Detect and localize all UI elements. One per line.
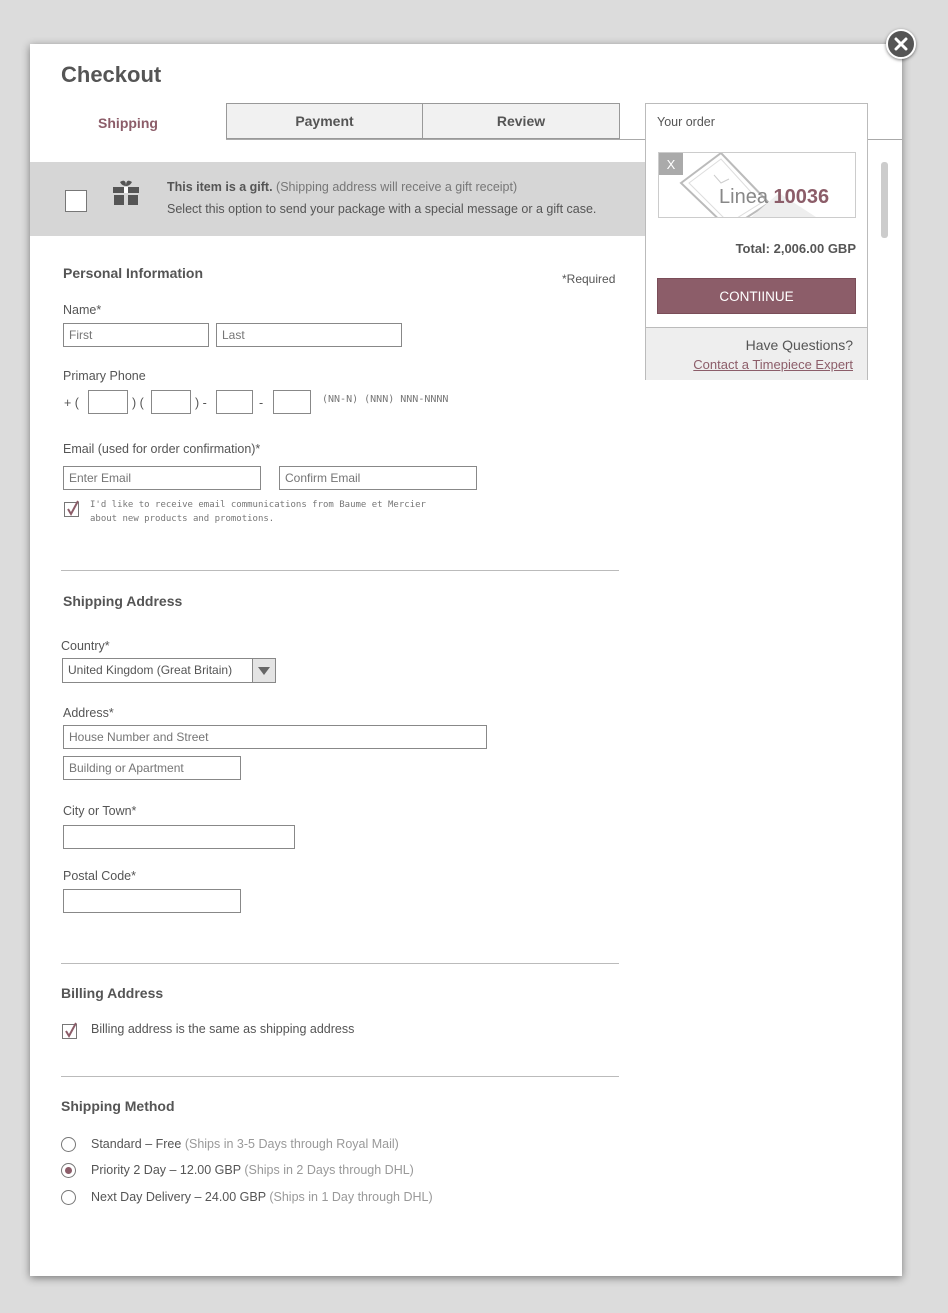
country-select[interactable] xyxy=(62,658,276,683)
shipping-method-priority-label: Priority 2 Day – 12.00 GBP (Ships in 2 Days through DHL) xyxy=(91,1163,414,1177)
confirm-email-input[interactable] xyxy=(279,466,477,490)
close-icon xyxy=(894,37,908,51)
gift-title: This item is a gift. (Shipping address will receive a gift receipt) xyxy=(167,180,518,194)
country-label: Country* xyxy=(61,639,110,653)
shipping-method-nextday-radio[interactable] xyxy=(61,1190,76,1205)
shipping-method-standard-label: Standard – Free (Ships in 3-5 Days through Royal Mail) xyxy=(91,1137,399,1151)
gift-checkbox[interactable] xyxy=(65,190,87,212)
last-name-input[interactable] xyxy=(216,323,402,347)
billing-same-checkbox[interactable] xyxy=(62,1024,77,1039)
checkout-modal xyxy=(30,44,902,1276)
checkmark-icon xyxy=(65,499,81,517)
have-questions-text: Have Questions? xyxy=(745,337,853,353)
contact-expert-link[interactable]: Contact a Timepiece Expert xyxy=(693,357,853,372)
gift-option-band xyxy=(30,162,645,236)
phone-prefix-input[interactable] xyxy=(216,390,253,414)
tab-shipping[interactable]: Shipping xyxy=(30,104,226,141)
gift-icon xyxy=(112,178,140,215)
phone-line-input[interactable] xyxy=(273,390,311,414)
first-name-input[interactable] xyxy=(63,323,209,347)
phone-sep-3: - xyxy=(259,396,264,410)
phone-country-code-input[interactable] xyxy=(88,390,128,414)
name-label: Name* xyxy=(63,303,102,317)
close-button[interactable] xyxy=(886,29,916,59)
email-optin-checkbox[interactable] xyxy=(64,502,79,517)
phone-sep-1: ) ( xyxy=(132,396,144,410)
tab-payment[interactable]: Payment xyxy=(226,103,423,139)
product-name: Linea 10036 xyxy=(719,186,830,208)
remove-item-button[interactable]: X xyxy=(659,153,683,175)
divider xyxy=(61,1076,619,1077)
order-total: Total: 2,006.00 GBP xyxy=(735,241,856,256)
shipping-method-nextday-label: Next Day Delivery – 24.00 GBP (Ships in 1 Day through DHL) xyxy=(91,1190,433,1204)
postal-code-input[interactable] xyxy=(63,889,241,913)
shipping-method-heading: Shipping Method xyxy=(61,1098,175,1114)
country-select-value: United Kingdom (Great Britain) xyxy=(68,663,233,677)
gift-description: Select this option to send your package with a special message or a gift case. xyxy=(167,202,597,216)
email-label: Email (used for order confirmation)* xyxy=(63,442,261,456)
scrollbar[interactable] xyxy=(881,162,888,238)
phone-format-hint: (NN-N) (NNN) NNN-NNNN xyxy=(322,394,449,405)
checkmark-icon xyxy=(63,1021,79,1039)
order-summary-panel xyxy=(645,103,868,380)
page-title: Checkout xyxy=(61,62,162,87)
email-optin-line1: I'd like to receive email communications from Baume et Mercier xyxy=(90,500,426,510)
your-order-heading: Your order xyxy=(657,115,715,129)
billing-same-label: Billing address is the same as shipping address xyxy=(91,1022,355,1036)
personal-info-heading: Personal Information xyxy=(63,265,204,281)
email-input[interactable] xyxy=(63,466,261,490)
shipping-address-heading: Shipping Address xyxy=(63,593,183,609)
divider xyxy=(61,963,619,964)
phone-plus: + ( xyxy=(64,396,79,410)
questions-box xyxy=(646,327,867,380)
address-label: Address* xyxy=(63,706,114,720)
continue-button[interactable]: CONTIINUE xyxy=(657,278,856,314)
shipping-method-standard-radio[interactable] xyxy=(61,1137,76,1152)
phone-sep-2: ) - xyxy=(195,396,207,410)
chevron-down-icon[interactable] xyxy=(252,659,275,682)
tab-review[interactable]: Review xyxy=(422,103,620,139)
divider xyxy=(61,570,619,571)
order-item xyxy=(658,152,856,218)
phone-area-code-input[interactable] xyxy=(151,390,191,414)
required-note: *Required xyxy=(562,272,616,286)
city-label: City or Town* xyxy=(63,804,137,818)
address-line2-input[interactable] xyxy=(63,756,241,780)
address-line1-input[interactable] xyxy=(63,725,487,749)
email-optin-line2: about new products and promotions. xyxy=(90,514,275,524)
postal-code-label: Postal Code* xyxy=(63,869,136,883)
billing-address-heading: Billing Address xyxy=(61,985,164,1001)
shipping-method-priority-radio[interactable] xyxy=(61,1163,76,1178)
phone-label: Primary Phone xyxy=(63,369,146,383)
city-input[interactable] xyxy=(63,825,295,849)
